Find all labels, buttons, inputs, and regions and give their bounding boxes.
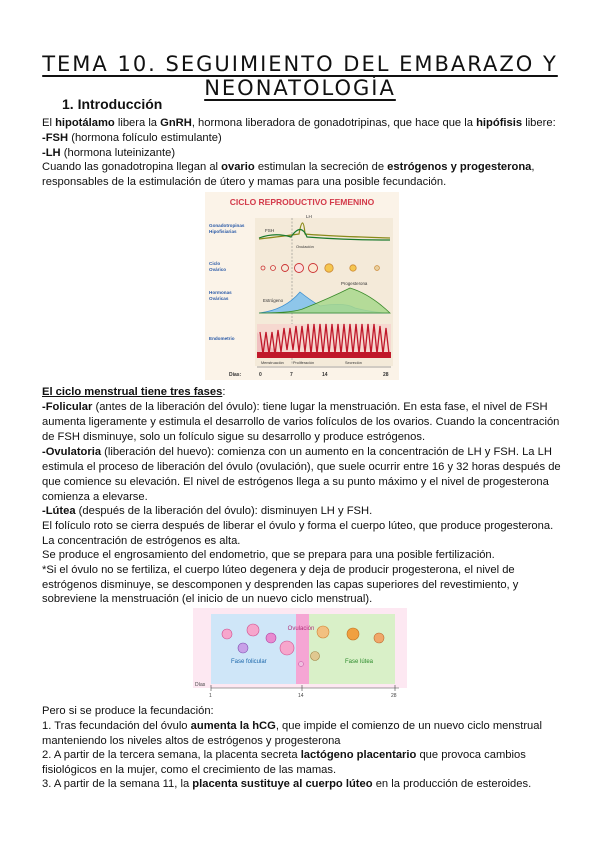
- cycle-f2-line-2: estimula el proceso de liberación del óvulo (ovulación), que suele ocurrir entre 16 y 32 horas después de: [42, 461, 561, 473]
- cycle-p4: *Si el óvulo no se fertiliza, el cuerpo lúteo degenera y deja de producir progesterona, el nivel de: [42, 564, 515, 576]
- row-label-hormones-1: Hormonas: [209, 290, 232, 295]
- phase-proliferation: Proliferación: [293, 361, 315, 365]
- fsh-label: FSH: [265, 228, 275, 233]
- cycle-p3: Se produce el engrosamiento del endometrio, que se prepara para una posible fertilización.: [42, 549, 495, 561]
- phase-menstruation: Menstruación: [261, 361, 284, 365]
- intro-line-4: Cuando las gonadotropina llegan al ovario estimulan la secreción de estrógenos y progesterona,: [42, 161, 535, 173]
- lh-label: LH: [306, 214, 312, 219]
- cycle-p5: estrógenos disminuye, se descomponen y desprenden las capas superiores del revestimiento, y: [42, 579, 519, 591]
- day-28: 28: [383, 372, 389, 378]
- row-label-hormones-2: Ováricas: [209, 296, 229, 301]
- page-title: TEMA 10. SEGUIMIENTO DEL EMBARAZO Y NEONATOLOGÍA: [42, 52, 558, 100]
- row-label-cycle-1: Ciclo: [209, 261, 221, 266]
- intro-line-3: -LH (hormona luteinizante): [42, 147, 176, 159]
- cycle-p2: La concentración de estrógenos es alta.: [42, 535, 241, 547]
- day-0: 0: [259, 372, 262, 378]
- reproductive-cycle-figure: [205, 192, 399, 380]
- luteal-phase-area: [309, 614, 395, 684]
- intro-line-5: responsables de la estimulación de útero y mamas para una posible fecundación.: [42, 176, 447, 188]
- fecundation-item-3: 3. A partir de la semana 11, la placenta sustituye al cuerpo lúteo en la producción de esteroides.: [42, 778, 532, 790]
- days-label-2: Días: [195, 682, 206, 688]
- cycle-f2-line-3: que comience su elevación. El nivel de estrógenos llega a su punto máximo y el nivel de progesterona: [42, 476, 549, 488]
- cycle-p1: El folículo roto se cierra después de liberar el óvulo y forma el cuerpo lúteo, que produce progesterona.: [42, 520, 554, 532]
- row-label-gonadotropins-2: Hipofisiarias: [209, 229, 237, 234]
- cycle-f2-line-1: -Ovulatoria (liberación del huevo): comienza con un aumento en la concentración de LH y FSH. La LH: [42, 446, 552, 458]
- ovulation-band: [296, 614, 309, 684]
- cycle-p6: sobreviene la menstruación (el inicio de un nuevo ciclo menstrual).: [42, 593, 373, 605]
- luteal-phase-label: Fase lútea: [345, 659, 374, 665]
- row-label-endometrium: Endometrio: [209, 336, 235, 341]
- day-28-b: 28: [391, 693, 397, 698]
- day-14-b: 14: [298, 693, 304, 698]
- section-heading: 1. Introducción: [62, 96, 163, 112]
- intro-line-2: -FSH (hormona folículo estimulante): [42, 132, 222, 144]
- fecundation-intro: Pero si se produce la fecundación:: [42, 705, 214, 717]
- fecundation-item-1-cont: manteniendo los niveles altos de estrógenos y progesterona: [42, 735, 341, 747]
- follicular-phase-label: Fase folicular: [231, 659, 267, 665]
- cycle-f1-line-2: aumenta ligeramente y estimula el desarrollo de varios folículos de los ovarios. Cuando la concentración: [42, 416, 560, 428]
- phase-secretion: Secreción: [345, 361, 362, 365]
- fecundation-item-2: 2. A partir de la tercera semana, la placenta secreta lactógeno placentario que provoca cambios: [42, 749, 526, 761]
- fecundation-item-2-cont: fisiológicos en la mujer, como el crecimiento de las mamas.: [42, 764, 337, 776]
- row-label-cycle-2: Ovárico: [209, 267, 227, 272]
- follicular-luteal-figure: [193, 608, 407, 698]
- figure-title: CICLO REPRODUCTIVO FEMENINO: [229, 197, 375, 207]
- days-label: Días:: [229, 372, 242, 378]
- ovulation-label: Ovulación: [296, 244, 314, 249]
- cycle-f3-line-1: -Lútea (después de la liberación del óvulo): disminuyen LH y FSH.: [42, 505, 373, 517]
- cycle-f1-line-3: de FSH disminuye, solo un folículo sigue su desarrollo y produce estrógenos.: [42, 431, 426, 443]
- ovulation-label-2: Ovulación: [287, 626, 315, 632]
- day-7: 7: [290, 372, 293, 378]
- day-14: 14: [322, 372, 328, 378]
- cycle-heading: El ciclo menstrual tiene tres fases:: [42, 386, 226, 398]
- fecundation-item-1: 1. Tras fecundación del óvulo aumenta la hCG, que impide el comienzo de un nuevo ciclo menstrual: [42, 720, 542, 732]
- day-1: 1: [209, 693, 212, 698]
- cycle-f2-line-4: comienza a elevarse.: [42, 491, 148, 503]
- cycle-f1-line-1: -Folicular (antes de la liberación del óvulo): tiene lugar la menstruación. En esta fase, el nivel de FSH: [42, 401, 548, 413]
- progesterone-label: Progesterona: [341, 281, 368, 286]
- intro-line-1: El hipotálamo libera la GnRH, hormona liberadora de gonadotripinas, que hace que la hipófisis libere:: [42, 117, 556, 129]
- row-label-gonadotropins-1: Gonadotropinas: [209, 223, 245, 228]
- estrogen-label: Estrógeno: [263, 298, 284, 303]
